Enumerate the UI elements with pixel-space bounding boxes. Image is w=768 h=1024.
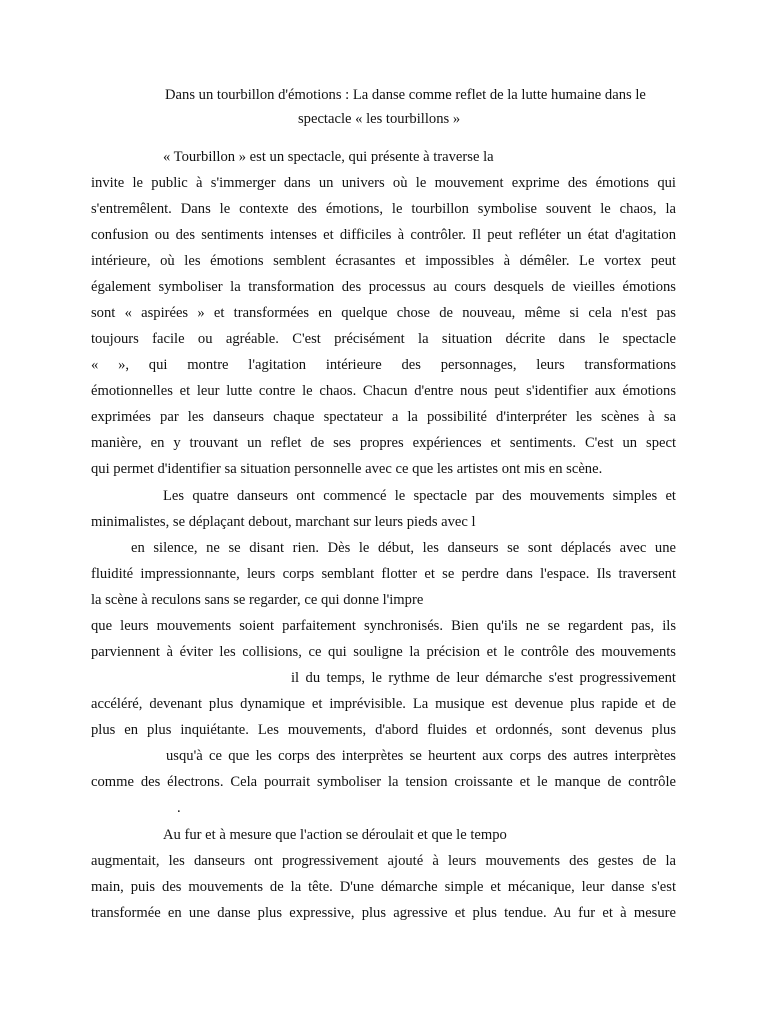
paragraph-line: sont « aspirées » et transformées en quelque chose de nouveau, même si cela n'est pas xyxy=(91,305,676,321)
paragraph-line: en silence, ne se disant rien. Dès le début, les danseurs se sont déplacés avec une xyxy=(131,540,676,556)
paragraph-line: fluidité impressionnante, leurs corps semblant flotter et se perdre dans l'espace. Ils traversent xyxy=(91,566,676,582)
paragraph-line: « », qui montre l'agitation intérieure des personnages, leurs transformations xyxy=(91,357,676,373)
paragraph-2 xyxy=(91,483,676,821)
paragraph-line: . xyxy=(177,800,181,816)
paragraph-line: exprimées par les danseurs chaque spectateur a la possibilité d'interpréter les scènes à sa xyxy=(91,409,676,425)
paragraph-line: parviennent à éviter les collisions, ce qui souligne la précision et le contrôle des mouvements xyxy=(91,644,676,660)
paragraph-line: comme des électrons. Cela pourrait symboliser la tension croissante et le manque de contrôle xyxy=(91,774,676,790)
paragraph-line: accéléré, devenant plus dynamique et imprévisible. La musique est devenue plus rapide et de xyxy=(91,696,676,712)
document-title-line-1: Dans un tourbillon d'émotions : La danse comme reflet de la lutte humaine dans le xyxy=(165,87,646,103)
paragraph-line: plus en plus inquiétante. Les mouvements, d'abord fluides et ordonnés, sont devenus plus xyxy=(91,722,676,738)
document-title-line-2: spectacle « les tourbillons » xyxy=(298,111,461,127)
paragraph-line: s'entremêlent. Dans le contexte des émotions, le tourbillon symbolise souvent le chaos, la xyxy=(91,201,676,217)
paragraph-line: toujours facile ou agréable. C'est précisément la situation décrite dans le spectacle xyxy=(91,331,676,347)
paragraph-line: transformée en une danse plus expressive, plus agressive et plus tendue. Au fur et à mesure xyxy=(91,905,676,921)
paragraph-line: minimalistes, se déplaçant debout, marchant sur leurs pieds avec l xyxy=(91,514,476,530)
paragraph-line: augmentait, les danseurs ont progressivement ajouté à leurs mouvements des gestes de la xyxy=(91,853,676,869)
paragraph-line: « Tourbillon » est un spectacle, qui présente à traverse la xyxy=(163,149,494,165)
paragraph-line: la scène à reculons sans se regarder, ce qui donne l'impre xyxy=(91,592,424,608)
paragraph-line: invite le public à s'immerger dans un univers où le mouvement exprime des émotions qui xyxy=(91,175,676,191)
paragraph-line: intérieure, où les émotions semblent écrasantes et impossibles à démêler. Le vortex peut xyxy=(91,253,676,269)
paragraph-line: également symboliser la transformation des processus au cours desquels de vieilles émotions xyxy=(91,279,676,295)
paragraph-line: que leurs mouvements soient parfaitement synchronisés. Bien qu'ils ne se regardent pas, ils xyxy=(91,618,676,634)
paragraph-line: manière, en y trouvant un reflet de ses propres expériences et sentiments. C'est un spect xyxy=(91,435,676,451)
paragraph-line: confusion ou des sentiments intenses et difficiles à contrôler. Il peut refléter un état d'agitation xyxy=(91,227,676,243)
paragraph-line: émotionnelles et leur lutte contre le chaos. Chacun d'entre nous peut s'identifier aux émotions xyxy=(91,383,676,399)
paragraph-3 xyxy=(91,822,676,926)
paragraph-line: Au fur et à mesure que l'action se déroulait et que le tempo xyxy=(163,827,507,843)
paragraph-line: Les quatre danseurs ont commencé le spectacle par des mouvements simples et xyxy=(163,488,676,504)
paragraph-line: main, puis des mouvements de la tête. D'une démarche simple et mécanique, leur danse s'est xyxy=(91,879,676,895)
paragraph-line: il du temps, le rythme de leur démarche s'est progressivement xyxy=(291,670,676,686)
paragraph-line: usqu'à ce que les corps des interprètes se heurtent aux corps des autres interprètes xyxy=(166,748,676,764)
paragraph-1 xyxy=(91,144,676,482)
paragraph-line: qui permet d'identifier sa situation personnelle avec ce que les artistes ont mis en scène. xyxy=(91,461,603,477)
